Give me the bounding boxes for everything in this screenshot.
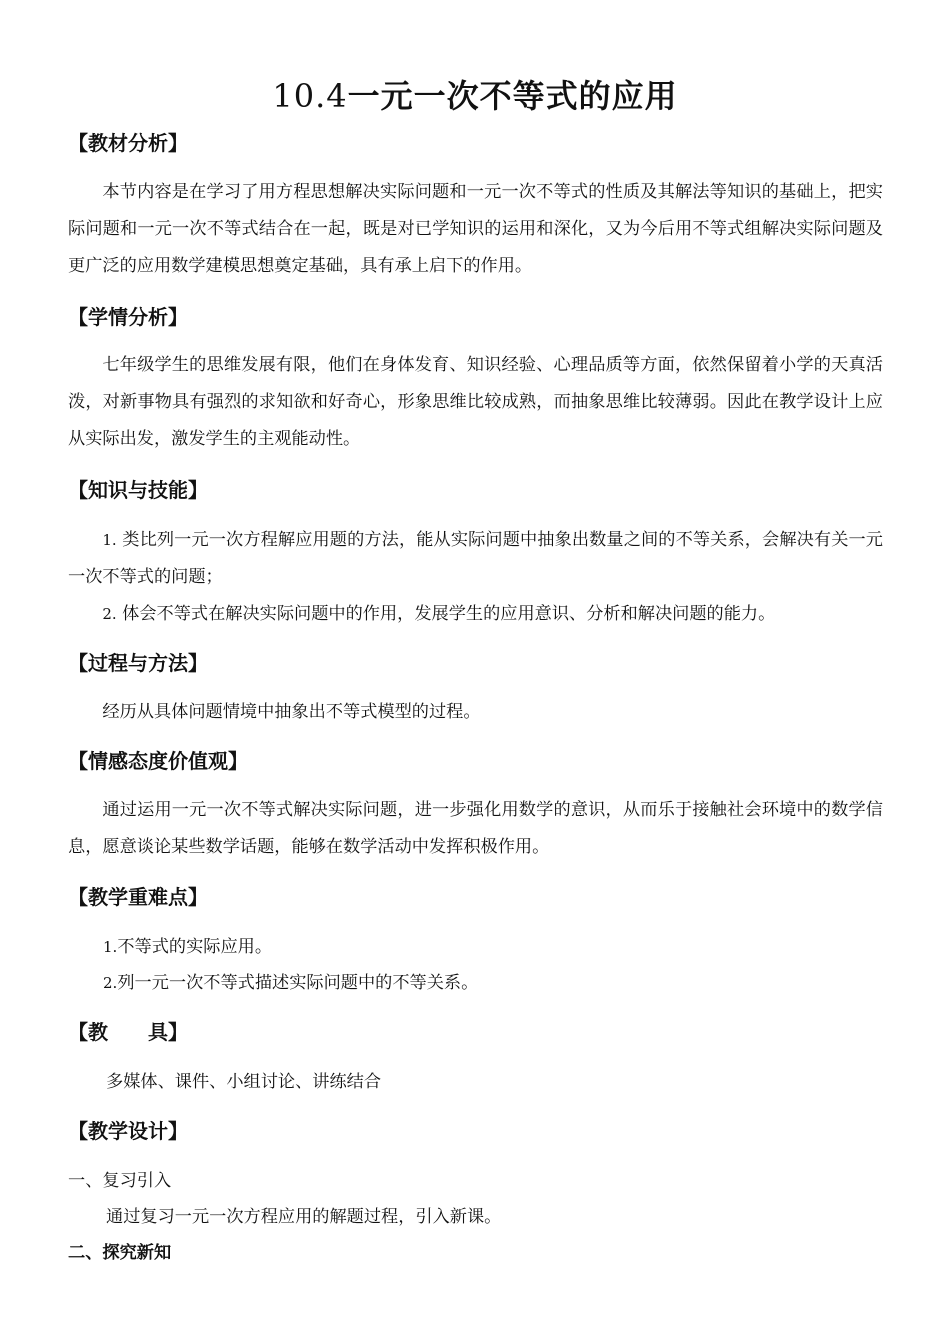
title-number: 10.4: [272, 77, 348, 115]
heading-teaching-aids: 【教 具】: [68, 1020, 188, 1044]
paragraph-process-method: 经历从具体问题情境中抽象出不等式模型的过程。: [102, 702, 481, 722]
list-item-text: 列一元一次不等式描述实际问题中的不等关系。: [117, 973, 479, 993]
heading-key-points: 【教学重难点】: [68, 885, 208, 909]
list-item-knowledge-1: [68, 522, 883, 596]
list-item-number: 2.: [103, 974, 118, 992]
heading-student-analysis: 【学情分析】: [68, 305, 188, 329]
step-body-review: 通过复习一元一次方程应用的解题过程，引入新课。: [106, 1207, 502, 1227]
list-item-knowledge-2: [68, 596, 883, 633]
heading-emotion-values: 【情感态度价值观】: [68, 749, 248, 773]
heading-knowledge-skills: 【知识与技能】: [68, 478, 208, 502]
list-item-text: 体会不等式在解决实际问题中的作用，发展学生的应用意识、分析和解决问题的能力。: [122, 604, 776, 624]
heading-teaching-design: 【教学设计】: [68, 1119, 188, 1143]
step-title-explore: 二、探究新知: [68, 1243, 172, 1263]
list-item-key-point-1: [103, 932, 272, 962]
list-item-key-point-2: [103, 968, 478, 998]
step-title-review: 一、复习引入: [68, 1171, 172, 1191]
heading-textbook-analysis: 【教材分析】: [68, 131, 188, 155]
title-text: 一元一次不等式的应用: [347, 77, 678, 115]
paragraph-teaching-aids: 多媒体、课件、小组讨论、讲练结合: [106, 1072, 382, 1092]
list-item-text: 不等式的实际应用。: [117, 937, 273, 957]
list-item-number: 1.: [102, 531, 117, 549]
paragraph-emotion-values: 通过运用一元一次不等式解决实际问题，进一步强化用数学的意识，从而乐于接触社会环境中的数学信息，愿意谈论某些数学话题，能够在数学活动中发挥积极作用。: [68, 800, 883, 857]
list-item-number: 1.: [103, 938, 118, 956]
paragraph-textbook-analysis: 本节内容是在学习了用方程思想解决实际问题和一元一次不等式的性质及其解法等知识的基础上，把实际问题和一元一次不等式结合在一起，既是对已学知识的运用和深化，又为今后用不等式组解决实际问题及更广泛的应用数学建模思想奠定基础，具有承上启下的作用。: [68, 182, 883, 276]
paragraph-student-analysis: 七年级学生的思维发展有限，他们在身体发育、知识经验、心理品质等方面，依然保留着小学的天真活泼，对新事物具有强烈的求知欲和好奇心，形象思维比较成熟，而抽象思维比较薄弱。因此在教学设计上应从实际出发，激发学生的主观能动性。: [68, 355, 883, 449]
heading-process-method: 【过程与方法】: [68, 651, 208, 675]
list-item-text: 类比列一元一次方程解应用题的方法，能从实际问题中抽象出数量之间的不等关系，会解决有关一元一次不等式的问题；: [68, 530, 883, 587]
page-title: [0, 74, 950, 118]
list-item-number: 2.: [102, 605, 117, 623]
